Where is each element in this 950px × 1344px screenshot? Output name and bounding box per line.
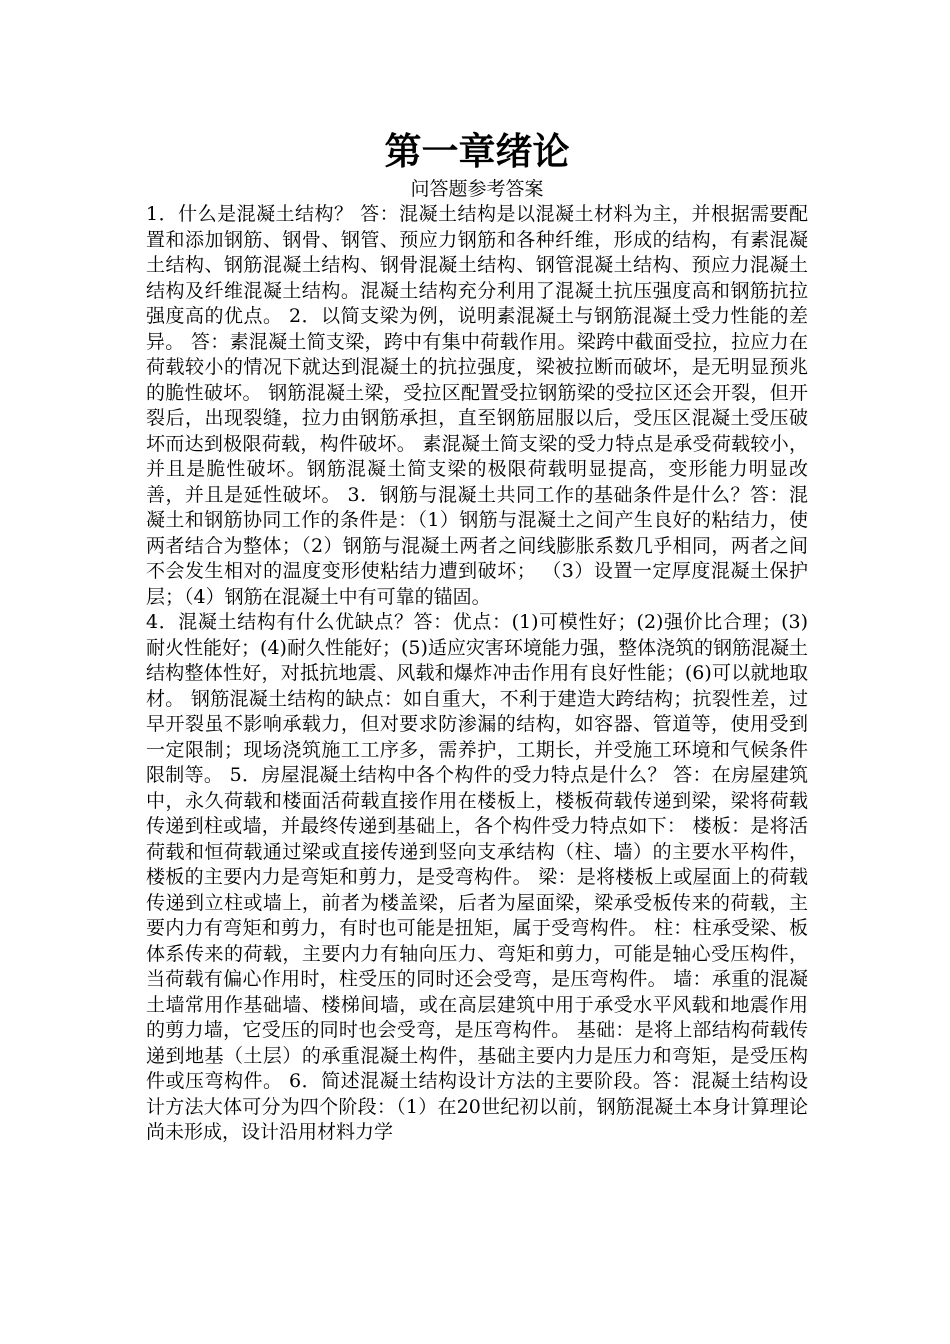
document-body: [146, 126, 808, 1146]
section-subtitle: 问答题参考答案: [410, 178, 544, 200]
paragraph-qa-4-6: 4．混凝土结构有什么优缺点？答：优点：(1)可模性好；(2)强价比合理；(3)耐火性能好；(4)耐久性能好；(5)适应灾害环境能力强，整体浇筑的钢筋混凝土结构整体性好，对抵抗地震、风载和爆炸冲击作用有良好性能；(6)可以就地取材。 钢筋混凝土结构的缺点：如自重大，不利于建造大跨结构；抗裂性差，过早开裂虽不影响承载力，但对要求防渗漏的结构，如容器、管道等，使用受到一定限制；现场浇筑施工工序多，需养护，工期长，并受施工环境和气候条件限制等。 5．房屋混凝土结构中各个构件的受力特点是什么？ 答：在房屋建筑中，永久荷载和楼面活荷载直接作用在楼板上，楼板荷载传递到梁，梁将荷载传递到柱或墙，并最终传递到基础上，各个构件受力特点如下： 楼板：是将活荷载和恒荷载通过梁或直接传递到竖向支承结构（柱、墙）的主要水平构件，楼板的主要内力是弯矩和剪力，是受弯构件。 梁：是将楼板上或屋面上的荷载传递到立柱或墙上，前者为楼盖梁，后者为屋面梁，梁承受板传来的荷载，主要内力有弯矩和剪力，有时也可能是扭矩，属于受弯构件。 柱：柱承受梁、板体系传来的荷载，主要内力有轴向压力、弯矩和剪力，可能是轴心受压构件，当荷载有偏心作用时，柱受压的同时还会受弯，是压弯构件。 墙：承重的混凝土墙常用作基础墙、楼梯间墙，或在高层建筑中用于承受水平风载和地震作用的剪力墙，它受压的同时也会受弯，是压弯构件。 基础：是将上部结构荷载传递到地基（土层）的承重混凝土构件，基础主要内力是压力和弯矩，是受压构件或压弯构件。 6．简述混凝土结构设计方法的主要阶段。答：混凝土结构设计方法大体可分为四个阶段：（1）在20世纪初以前，钢筋混凝土本身计算理论尚未形成，设计沿用材料力学: [146, 611, 808, 1143]
paragraph-qa-1-3: 1．什么是混凝土结构？ 答：混凝土结构是以混凝土材料为主，并根据需要配置和添加钢筋、钢骨、钢管、预应力钢筋和各种纤维，形成的结构，有素混凝土结构、钢筋混凝土结构、钢骨混凝土结构、钢管混凝土结构、预应力混凝土结构及纤维混凝土结构。混凝土结构充分利用了混凝土抗压强度高和钢筋抗拉强度高的优点。 2．以简支梁为例，说明素混凝土与钢筋混凝土受力性能的差异。 答：素混凝土简支梁，跨中有集中荷载作用。梁跨中截面受拉，拉应力在荷载较小的情况下就达到混凝土的抗拉强度，梁被拉断而破坏，是无明显预兆的脆性破坏。 钢筋混凝土梁，受拉区配置受拉钢筋梁的受拉区还会开裂，但开裂后，出现裂缝，拉力由钢筋承担，直至钢筋屈服以后，受压区混凝土受压破坏而达到极限荷载，构件破坏。 素混凝土简支梁的受力特点是承受荷载较小，并且是脆性破坏。钢筋混凝土简支梁的极限荷载明显提高，变形能力明显改善，并且是延性破坏。 3．钢筋与混凝土共同工作的基础条件是什么？答：混凝土和钢筋协同工作的条件是：（1）钢筋与混凝土之间产生良好的粘结力，使两者结合为整体；（2）钢筋与混凝土两者之间线膨胀系数几乎相同，两者之间不会发生相对的温度变形使粘结力遭到破坏； （3）设置一定厚度混凝土保护层；（4）钢筋在混凝土中有可靠的锚固。: [146, 203, 808, 608]
chapter-title: 第一章绪论: [384, 129, 570, 173]
